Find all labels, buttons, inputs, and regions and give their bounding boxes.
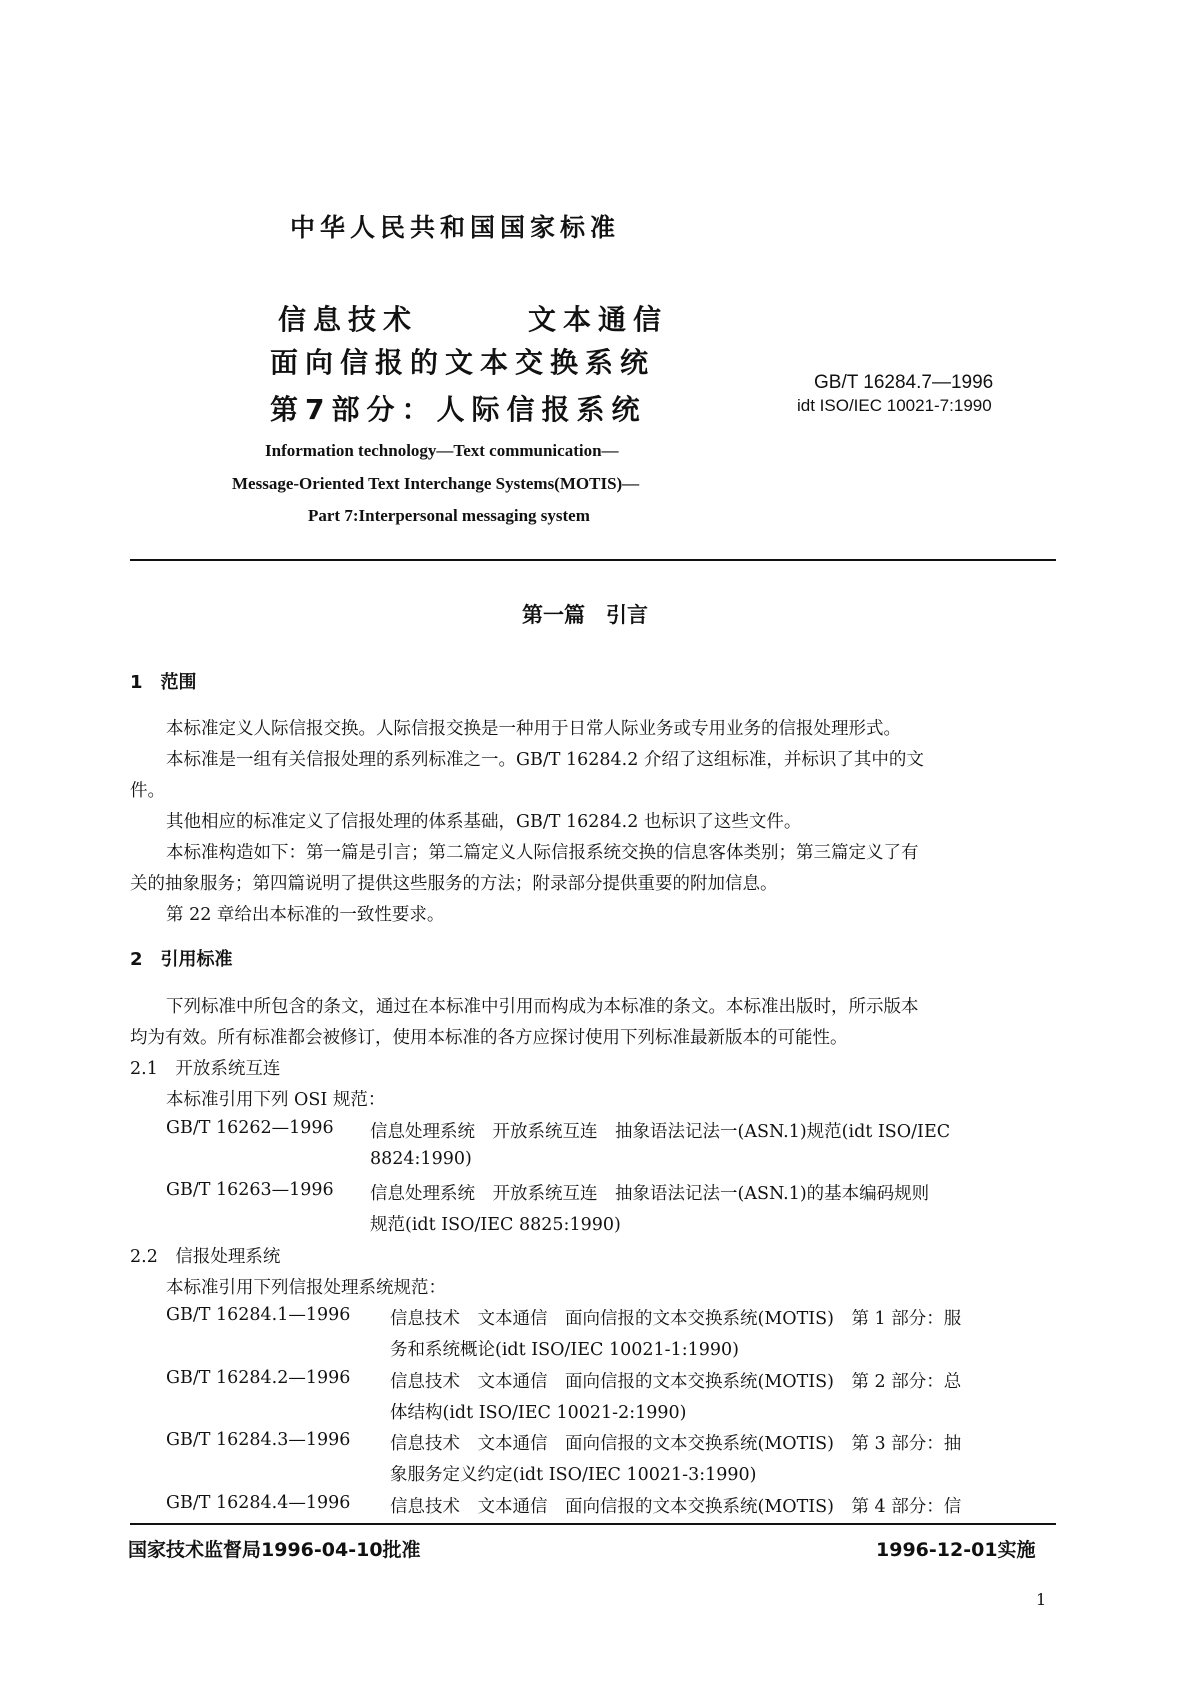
ref-code: GB/T 16263—1996	[166, 1180, 334, 1200]
s21-intro: 本标准引用下列 OSI 规范：	[166, 1090, 386, 1110]
title-line1-b: 文本通信	[528, 303, 669, 336]
ref-title-line2: 象服务定义约定(idt ISO/IEC 10021-3:1990)	[390, 1465, 757, 1485]
section-2-2-title: 2.2 信报处理系统	[130, 1247, 281, 1267]
ref-code: GB/T 16284.1—1996	[166, 1305, 351, 1325]
ref-title-line1: 信息处理系统 开放系统互连 抽象语法记法一(ASN.1)规范(idt ISO/IEC	[370, 1122, 951, 1142]
s2-paragraph-1b: 均为有效。所有标准都会被修订，使用本标准的各方应探讨使用下列标准最新版本的可能性。	[130, 1028, 848, 1048]
section-2-title: 2 引用标准	[130, 949, 233, 970]
ref-code: GB/T 16284.3—1996	[166, 1430, 351, 1450]
ref-code: GB/T 16284.4—1996	[166, 1493, 351, 1513]
header-divider	[130, 559, 1056, 561]
part-title: 第一篇 引言	[522, 603, 648, 627]
s1-paragraph-2b: 件。	[130, 781, 165, 801]
standard-code: GB/T 16284.7—1996	[814, 372, 994, 393]
english-title-line2: Message-Oriented Text Interchange Systems(MOTIS)—	[232, 474, 640, 493]
ref-title-line1: 信息技术 文本通信 面向信报的文本交换系统(MOTIS) 第 3 部分：抽	[390, 1434, 962, 1454]
footer-divider	[130, 1523, 1056, 1525]
s1-paragraph-4b: 关的抽象服务；第四篇说明了提供这些服务的方法；附录部分提供重要的附加信息。	[130, 874, 778, 894]
ref-code: GB/T 16262—1996	[166, 1118, 334, 1138]
english-title-line3: Part 7:Interpersonal messaging system	[308, 506, 590, 525]
ref-title-line2: 规范(idt ISO/IEC 8825:1990)	[370, 1215, 621, 1235]
approval-date: 国家技术监督局1996-04-10批准	[128, 1539, 421, 1561]
s1-paragraph-2a: 本标准是一组有关信报处理的系列标准之一。GB/T 16284.2 介绍了这组标准，并标识了其中的文	[166, 750, 924, 770]
ref-code: GB/T 16284.2—1996	[166, 1368, 351, 1388]
title-line3: 第7部分：人际信报系统	[270, 393, 647, 426]
section-2-1-title: 2.1 开放系统互连	[130, 1059, 281, 1079]
section-1-title: 1 范围	[130, 672, 197, 693]
s22-intro: 本标准引用下列信报处理系统规范：	[166, 1278, 446, 1298]
title-line1-a: 信息技术	[278, 303, 419, 336]
english-title-line1: Information technology—Text communication—	[265, 441, 619, 460]
s1-paragraph-4a: 本标准构造如下：第一篇是引言；第二篇定义人际信报系统交换的信息客体类别；第三篇定义了有	[166, 843, 919, 863]
ref-title-line2: 体结构(idt ISO/IEC 10021-2:1990)	[390, 1403, 687, 1423]
national-standard-heading: 中华人民共和国国家标准	[290, 213, 621, 242]
s1-paragraph-5: 第 22 章给出本标准的一致性要求。	[166, 905, 445, 925]
ref-title-line1: 信息技术 文本通信 面向信报的文本交换系统(MOTIS) 第 4 部分：信	[390, 1497, 962, 1517]
effective-date: 1996-12-01实施	[876, 1539, 1036, 1561]
s2-paragraph-1a: 下列标准中所包含的条文，通过在本标准中引用而构成为本标准的条文。本标准出版时，所示版本	[166, 997, 919, 1017]
ref-title-line1: 信息处理系统 开放系统互连 抽象语法记法一(ASN.1)的基本编码规则	[370, 1184, 930, 1204]
page-number: 1	[1036, 1590, 1047, 1609]
idt-reference: idt ISO/IEC 10021-7:1990	[797, 396, 992, 415]
ref-title-line2: 8824:1990)	[370, 1149, 472, 1169]
ref-title-line2: 务和系统概论(idt ISO/IEC 10021-1:1990)	[390, 1340, 739, 1360]
ref-title-line1: 信息技术 文本通信 面向信报的文本交换系统(MOTIS) 第 2 部分：总	[390, 1372, 962, 1392]
s1-paragraph-3: 其他相应的标准定义了信报处理的体系基础，GB/T 16284.2 也标识了这些文件。	[166, 812, 802, 832]
ref-title-line1: 信息技术 文本通信 面向信报的文本交换系统(MOTIS) 第 1 部分：服	[390, 1309, 962, 1329]
s1-paragraph-1: 本标准定义人际信报交换。人际信报交换是一种用于日常人际业务或专用业务的信报处理形式。	[166, 719, 901, 739]
title-line2: 面向信报的文本交换系统	[270, 346, 656, 379]
